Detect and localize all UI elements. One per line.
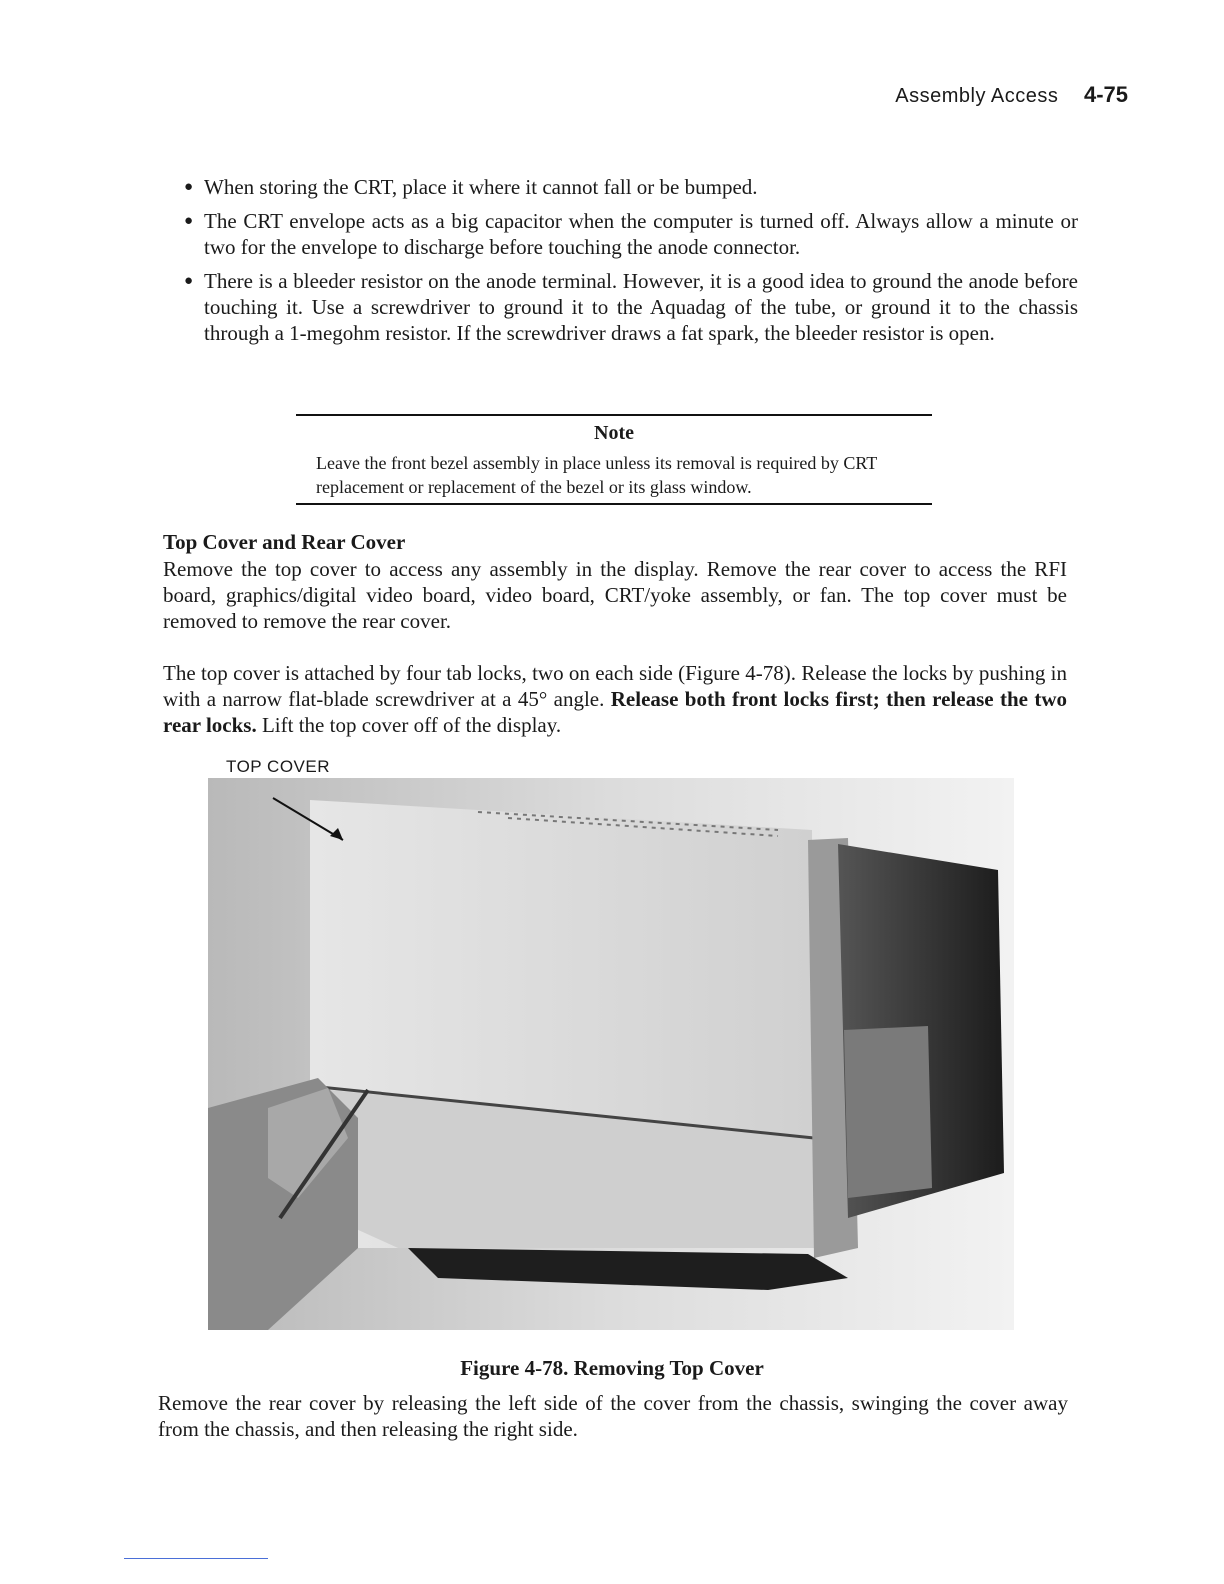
page-header bbox=[895, 82, 1128, 108]
figure-photo bbox=[208, 778, 1014, 1330]
bullet-item: ● There is a bleeder resistor on the anode terminal. However, it is a good idea to ground the anode before touching it. Use a screwdriver to ground it to the Aquadag of the tube, or ground it to the chassis through a 1-megohm resistor. If the screwdriver draws a fat spark, the bleeder resistor is open. bbox=[186, 268, 1078, 346]
note-text: Leave the front bezel assembly in place unless its removal is required by CRT replacement or replacement of the bezel or its glass window. bbox=[316, 453, 877, 497]
note-title: Note bbox=[594, 422, 634, 444]
paragraph-bold-text: Release both front locks first; then release the two rear locks. bbox=[163, 687, 1067, 737]
figure-caption: Figure 4-78. Removing Top Cover bbox=[460, 1356, 764, 1380]
bullet-list bbox=[186, 174, 1078, 354]
subsection-heading: Top Cover and Rear Cover bbox=[163, 530, 406, 554]
figure-callout-label: TOP COVER bbox=[226, 757, 331, 776]
bullet-item: ● When storing the CRT, place it where it cannot fall or be bumped. bbox=[186, 174, 1078, 200]
paragraph: Remove the rear cover by releasing the left side of the cover from the chassis, swinging the cover away from the chassis, and then releasing the right side. bbox=[158, 1391, 1068, 1441]
paragraph-text: Lift the top cover off of the display. bbox=[256, 713, 562, 737]
page-number: 4-75 bbox=[1083, 82, 1128, 107]
paragraph-text: The top cover is attached by four tab locks, two on each side (Figure 4-78). Release the locks by pushing in with a narrow flat-blade screwdriver at a 45° angle. bbox=[163, 661, 1067, 711]
section-title: Assembly Access bbox=[895, 85, 1059, 107]
footer-rule bbox=[124, 1558, 268, 1559]
paragraph: Remove the top cover to access any assembly in the display. Remove the rear cover to access the RFI board, graphics/digital video board, video board, CRT/yoke assembly, or fan. The top cover must be removed to remove the rear cover. bbox=[163, 557, 1067, 633]
note-box bbox=[296, 414, 932, 505]
paragraph bbox=[163, 660, 1067, 738]
bullet-item: ● The CRT envelope acts as a big capacitor when the computer is turned off. Always allow a minute or two for the envelope to discharge before touching the anode connector. bbox=[186, 208, 1078, 260]
